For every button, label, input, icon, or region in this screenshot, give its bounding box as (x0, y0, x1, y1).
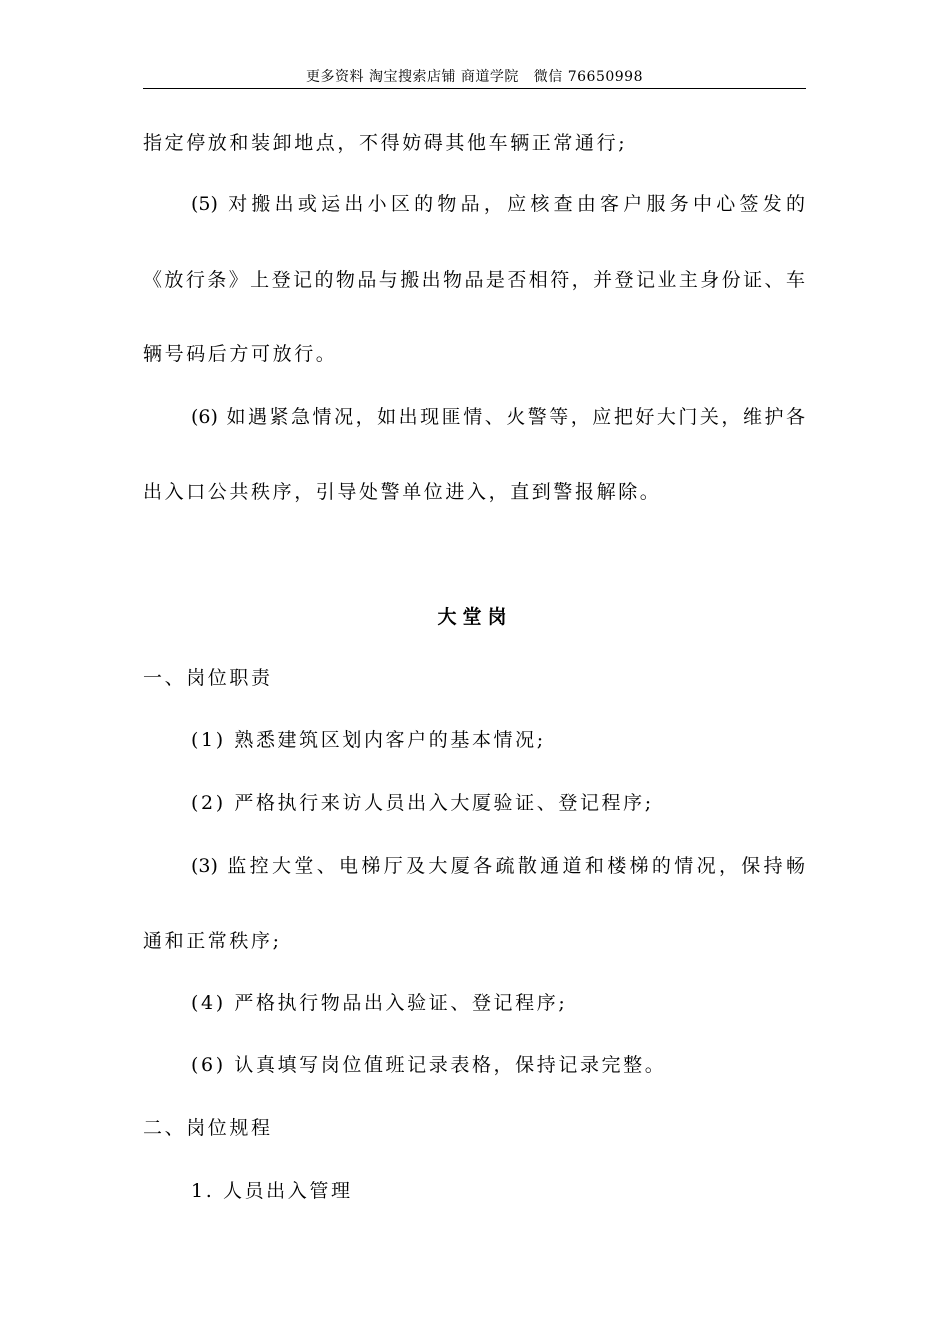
paragraph-line: 辆号码后方可放行。 (143, 343, 338, 365)
paragraph-line: (6) 如遇紧急情况，如出现匪情、火警等，应把好大门关，维护各 (191, 406, 805, 428)
rules-subheading: 1. 人员出入管理 (191, 1180, 353, 1202)
paragraph-line: 指定停放和装卸地点，不得妨碍其他车辆正常通行; (143, 132, 628, 154)
paragraph-line: (5) 对搬出或运出小区的物品，应核查由客户服务中心签发的 (191, 193, 805, 215)
rules-heading: 二、岗位规程 (143, 1117, 273, 1139)
duty-item: (2) 严格执行来访人员出入大厦验证、登记程序; (191, 792, 654, 814)
duties-heading: 一、岗位职责 (143, 667, 273, 689)
duty-item: (1) 熟悉建筑区划内客户的基本情况; (191, 729, 546, 751)
duty-item: 通和正常秩序; (143, 930, 282, 952)
section-title: 大堂岗 (437, 606, 513, 628)
duty-item: (4) 严格执行物品出入验证、登记程序; (191, 992, 568, 1014)
paragraph-line: 《放行条》上登记的物品与搬出物品是否相符，并登记业主身份证、车 (143, 269, 805, 291)
duty-item: (3) 监控大堂、电梯厅及大厦各疏散通道和楼梯的情况，保持畅 (191, 855, 805, 877)
duty-item: (6) 认真填写岗位值班记录表格，保持记录完整。 (191, 1054, 667, 1076)
paragraph-line: 出入口公共秩序，引导处警单位进入，直到警报解除。 (143, 481, 662, 503)
page-header: 更多资料 淘宝搜索店铺 商道学院 微信 76650998 (143, 66, 806, 89)
